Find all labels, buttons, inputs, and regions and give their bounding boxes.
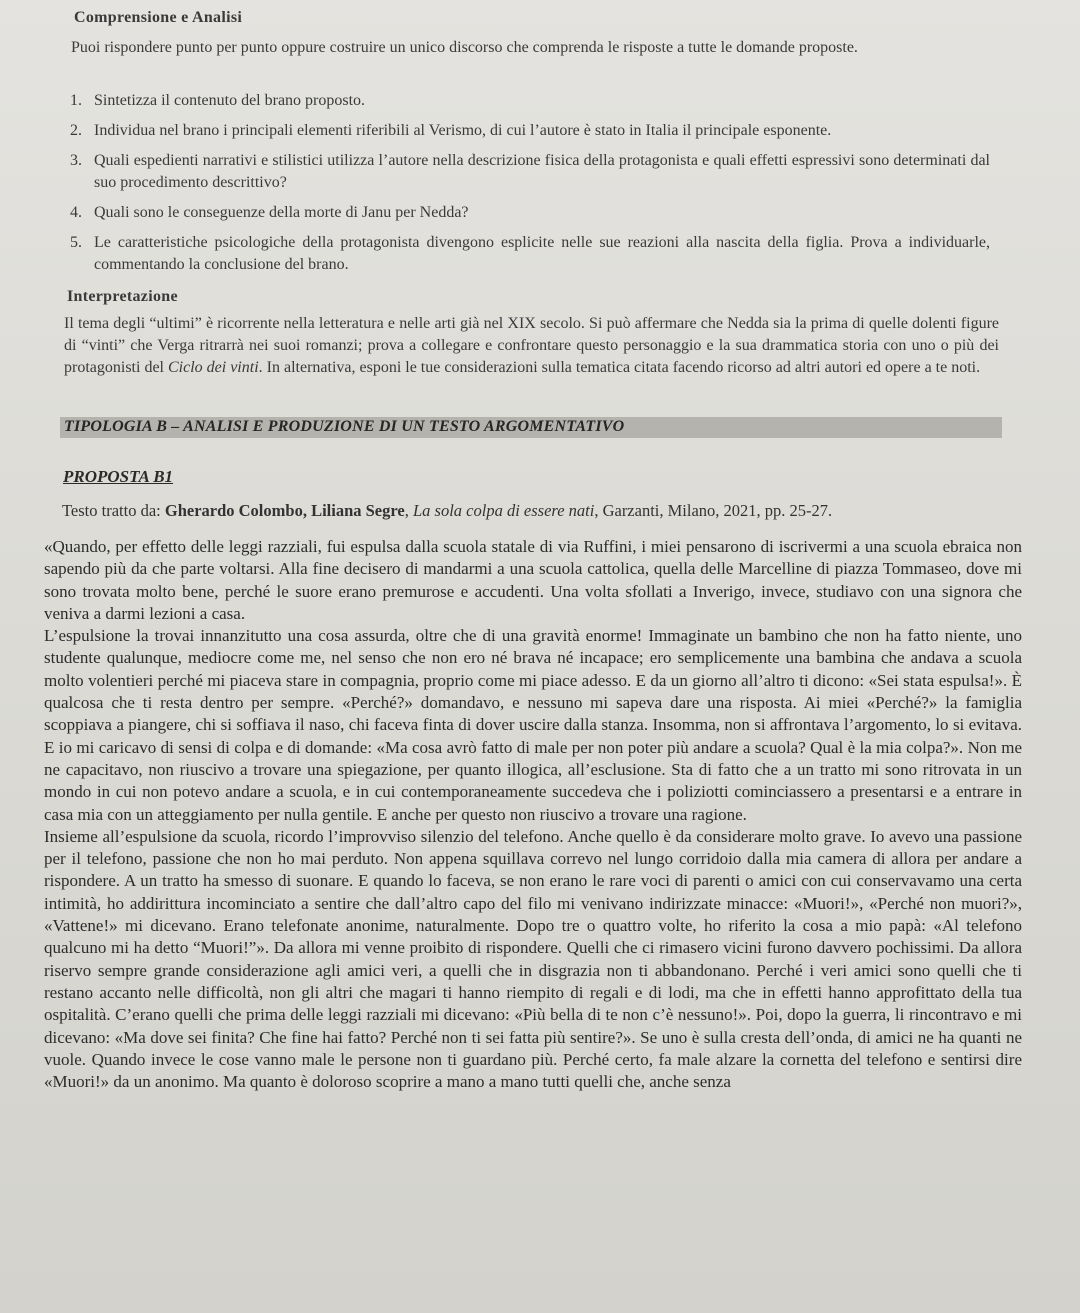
passage [44,536,1022,1093]
analysis-intro: Puoi rispondere punto per punto oppure costruire un unico discorso che comprenda le risposte a tutte le domande proposte. [71,39,858,56]
question-item [70,150,990,194]
analysis-heading: Comprensione e Analisi [74,9,243,26]
question-number: 5. [70,234,82,251]
question-text: Individua nel brano i principali elementi riferibili al Verismo, di cui l’autore è stato in Italia il principale esponente. [94,122,832,139]
question-item [70,232,990,276]
question-text: Le caratteristiche psicologiche della protagonista divengono esplicite nelle sue reazioni alla nascita della figlia. Prova a individuarle, commentando la conclusione del brano. [94,234,990,273]
question-list [70,90,990,284]
passage-paragraph: Insieme all’espulsione da scuola, ricordo l’improvviso silenzio del telefono. Anche quello è da considerare molto grave. Io avevo una passione per il telefono, passione che non ho mai perduto. Non appena squillava correvo nel lungo corridoio dalla mia camera di allora per andare a rispondere. A un tratto ha smesso di suonare. E quando lo faceva, se non erano le rare voci di parenti o amici con cui conservavamo una certa intimità, ho addirittura incominciato a sentire che dall’altro capo del filo mi venivano indirizzate minacce: «Muori!», «Perché non muori?», «Vattene!» mi dicevano. Erano telefonate anonime, naturalmente. Dopo tre o quattro volte, ho riferito la cosa a mio papà: «Al telefono qualcuno mi ha detto “Muori!”». Da allora mi venne proibito di rispondere. Quelli che ci rimasero vicini furono davvero pochissimi. Da allora riservo sempre grande considerazione agli amici veri, a quelli che in disgrazia non ti abbandonano. Perché i veri amici sono quelli che ti restano accanto nelle difficoltà, non gli altri che magari ti hanno riempito di regali e di lodi, ma che in effetti hanno approfittato della tua ospitalità. C’erano quelli che prima delle leggi razziali mi dicevano: «Più bella di te non c’è nessuno!». Poi, dopo la guerra, li rincontravo e mi dicevano: «Ma dove sei finita? Che fine hai fatto? Perché non ti sei fatta più sentire?». Se uno è sulla cresta dell’onda, di amici ne ha quanti ne vuole. Quando invece le cose vanno male le persone non ti guardano più. Perché certo, fa male alzare la cornetta del telefono e sentirsi dire «Muori!» da un anonimo. Ma quanto è doloroso scoprire a mano a mano tutti quelli che, anche senza [44,826,1022,1092]
source-separator: , [404,501,413,520]
passage-paragraph: L’espulsione la trovai innanzitutto una cosa assurda, oltre che di una gravità enorme! Immaginate un bambino che non ha fatto niente, uno studente qualunque, mediocre come me, nel senso che non ero né brava né incapace; ero semplicemente una bambina che andava a scuola molto volentieri perché mi piaceva stare in compagnia, proprio come mi piace adesso. E da un giorno all’altro ti dicono: «Sei stata espulsa!». È qualcosa che ti resta dentro per sempre. «Perché?» domandavo, e nessuno mi sapeva dare una risposta. Ai miei «Perché?» la famiglia scoppiava a piangere, chi si soffiava il naso, chi faceva finta di dover uscire dalla stanza. Insomma, non si affrontava l’argomento, lo si evitava. E io mi caricavo di sensi di colpa e di domande: «Ma cosa avrò fatto di male per non poter più andare a scuola? Qual è la mia colpa?». Non me ne capacitavo, non riuscivo a trovare una spiegazione, per quanto illogica, all’esclusione. Sta di fatto che a un tratto mi sono ritrovata in un mondo in cui non potevo andare a scuola, e in cui contemporaneamente succedeva che i poliziotti cominciassero a presentarsi e a entrare in casa mia con un atteggiamento per nulla gentile. E anche per questo non riuscivo a trovare una ragione. [44,626,1022,824]
passage-paragraph: «Quando, per effetto delle leggi razziali, fui espulsa dalla scuola statale di via Ruffini, i miei pensarono di iscrivermi a una scuola ebraica non sapendo più da che parte voltarsi. Alla fine decisero di mandarmi a una scuola cattolica, quella delle Marcelline di piazza Tommaseo, dove mi sono trovata molto bene, perché le suore erano premurose e accudenti. Una volta sfollati a Inverigo, invece, studiavo con una signora che veniva a darmi lezioni a casa. [44,537,1022,623]
interpretation-text-before: Il tema degli “ultimi” è ricorrente nella letteratura e nelle arti già nel XIX secolo. Si può affermare che Nedda sia la prima di quelle dolenti figure di “vinti” che Verga ritrarrà nei suoi romanzi; prova a collegare e confrontare questo personaggio e la sua drammatica storia con uno o più dei protagonisti del [64,315,999,376]
question-text: Quali espedienti narrativi e stilistici utilizza l’autore nella descrizione fisica della protagonista e quali effetti espressivi sono determinati dal suo procedimento descrittivo? [94,152,990,191]
question-text: Quali sono le conseguenze della morte di Janu per Nedda? [94,204,469,221]
tipologia-label: TIPOLOGIA B – ANALISI E PRODUZIONE DI UN TESTO ARGOMENTATIVO [64,418,625,435]
proposta-label: PROPOSTA B1 [63,467,174,486]
source-title: La sola colpa di essere nati [412,501,595,520]
interpretation-text [64,313,999,379]
question-item [70,202,990,224]
source-authors: Gherardo Colombo, Liliana Segre [164,501,405,520]
source-prefix: Testo tratto da: [62,501,165,520]
interpretation-text-italic: Ciclo dei vinti [167,359,259,376]
question-number: 3. [70,152,82,169]
interpretation-heading: Interpretazione [67,288,178,305]
question-number: 1. [70,92,82,109]
question-text: Sintetizza il contenuto del brano proposto. [94,92,366,109]
question-item [70,120,990,142]
question-item [70,90,990,112]
tipologia-band [60,417,1002,438]
source-citation [62,501,1002,521]
source-suffix: , Garzanti, Milano, 2021, pp. 25-27. [594,501,833,520]
question-number: 4. [70,204,82,221]
interpretation-text-after: . In alternativa, esponi le tue considerazioni sulla tematica citata facendo ricorso ad altri autori ed opere a te noti. [258,359,981,376]
question-number: 2. [70,122,82,139]
